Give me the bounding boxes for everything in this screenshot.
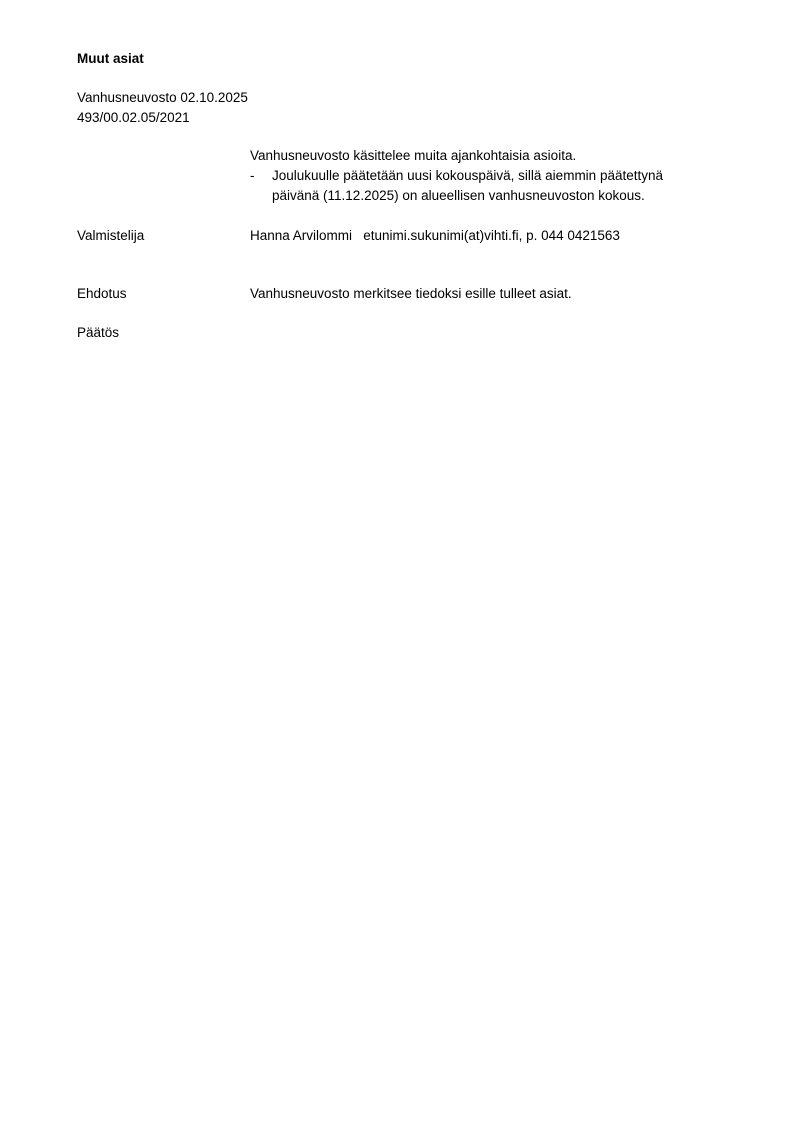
bullet-text-line-2: päivänä (11.12.2025) on alueellisen vanhusneuvoston kokous. xyxy=(272,188,645,203)
decision-label: Päätös xyxy=(77,325,120,340)
proposal-value: Vanhusneuvosto merkitsee tiedoksi esille tulleet asiat. xyxy=(250,286,572,301)
description-intro: Vanhusneuvosto käsittelee muita ajankohtaisia asioita. xyxy=(250,148,577,163)
section-title: Muut asiat xyxy=(77,51,144,66)
reference-number: 493/00.02.05/2021 xyxy=(77,110,190,125)
preparer-label: Valmistelija xyxy=(77,228,145,243)
bullet-marker: - xyxy=(250,168,255,183)
preparer-value: Hanna Arvilommi etunimi.sukunimi(at)vihti.fi, p. 044 0421563 xyxy=(250,228,620,243)
proposal-label: Ehdotus xyxy=(77,286,127,301)
meeting-date: Vanhusneuvosto 02.10.2025 xyxy=(77,90,248,105)
bullet-text-line-1: Joulukuulle päätetään uusi kokouspäivä, sillä aiemmin päätettynä xyxy=(272,168,663,183)
